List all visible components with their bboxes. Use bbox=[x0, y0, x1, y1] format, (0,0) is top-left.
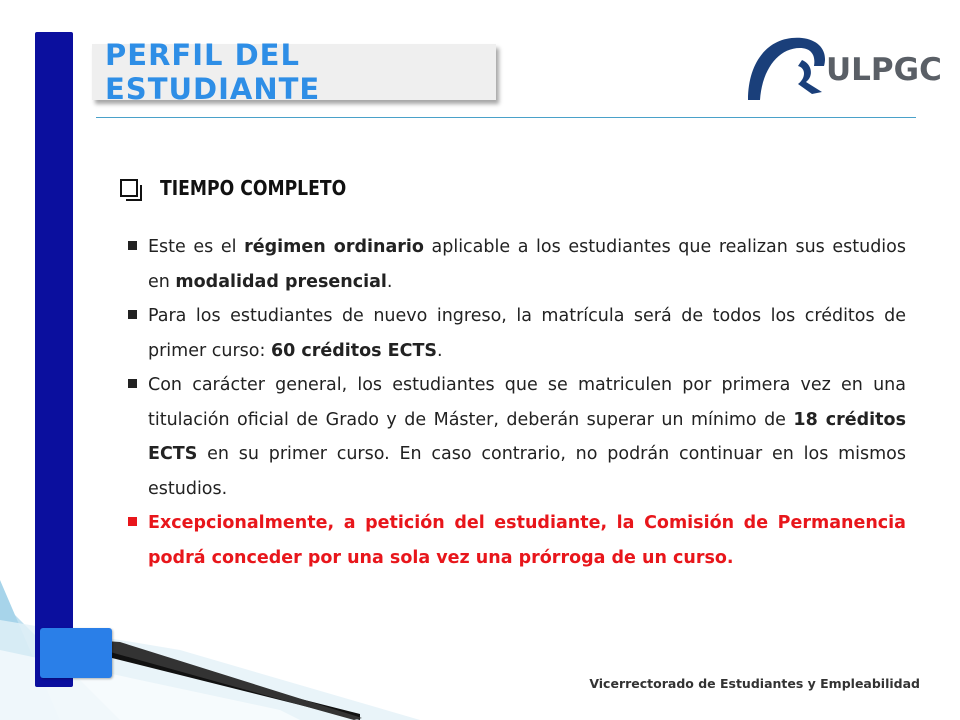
header-divider bbox=[96, 117, 916, 118]
logo-text: ULPGC bbox=[826, 52, 942, 88]
left-accent-bar bbox=[35, 32, 73, 687]
square-bullet-icon bbox=[128, 310, 137, 319]
section-heading bbox=[120, 176, 377, 200]
square-bullet-icon bbox=[128, 241, 137, 250]
bullet-list bbox=[120, 230, 906, 575]
list-item-highlight: Excepcionalmente, a petición del estudiante, la Comisión de Permanencia podrá conceder por una sola vez una prórroga de un curso. bbox=[120, 506, 906, 575]
section-heading-text: TIEMPO COMPLETO bbox=[160, 176, 347, 200]
list-item: Con carácter general, los estudiantes que se matriculen por primera vez en una titulación oficial de Grado y de Máster, deberán superar un mínimo de 18 créditos ECTS en su primer curso. En caso contrario, no podrán continuar en los mismos estudios. bbox=[120, 368, 906, 506]
square-bullet-icon bbox=[128, 379, 137, 388]
checkbox-icon bbox=[120, 179, 138, 197]
corner-square bbox=[40, 628, 112, 678]
footer-text: Vicerrectorado de Estudiantes y Empleabilidad bbox=[589, 676, 920, 691]
square-bullet-icon bbox=[128, 517, 137, 526]
list-item: Este es el régimen ordinario aplicable a los estudiantes que realizan sus estudios en modalidad presencial. bbox=[120, 230, 906, 299]
title-box bbox=[92, 38, 496, 106]
list-item: Para los estudiantes de nuevo ingreso, la matrícula será de todos los créditos de primer curso: 60 créditos ECTS. bbox=[120, 299, 906, 368]
page-title: PERFIL DEL ESTUDIANTE bbox=[105, 38, 321, 106]
